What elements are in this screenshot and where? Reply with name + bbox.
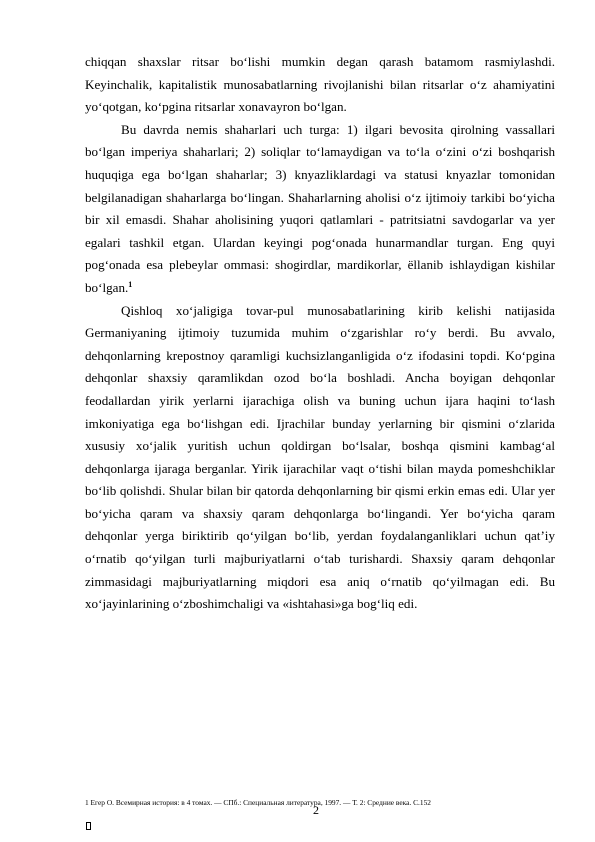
paragraph-2-text: Bu davrda nemis shaharlari uch turga: 1) ilgari bevosita qirolning vassallari bo‘lgan imperiya shaharlari; 2) soliqlar to‘lamaydigan va to‘la o‘zini o‘zi boshqarish huquqiga ega bo‘lgan shaharlar; 3) knyazliklardagi va statusi knyazlar tomonidan belgilanadigan shaharlarga bo‘lingan. Shaharlarning aholisi o‘z ijtimoiy tarkibi bo‘yicha bir xil emasdi. Shahar aholisining yuqori qatlamlari - patritsiatni savdogarlar va yer egalari tashkil etgan. Ulardan keyingi pog‘onada hunarmandlar turgan. Eng quyi pog‘onada esa plebeylar ommasi: shogirdlar, mardikorlar, ёllanib ishlaydigan kishilar bo‘lgan. (85, 121, 555, 295)
body-text (85, 51, 555, 616)
footnote-reference[interactable]: 1 (128, 279, 133, 289)
footnote: 1 Егер О. Всемирная история: в 4 томах. — СПб.: Специальная литература, 1997. — Т. 2: Средние века. С.152 (85, 798, 431, 807)
placeholder-box-icon (86, 822, 91, 830)
paragraph-3: Qishloq xo‘jaligiga tovar-pul munosabatlarining kirib kelishi natijasida Germaniyaning ijtimoiy tuzumida muhim o‘zgarishlar ro‘y berdi. Bu avvalo, dehqonlarning krepostnoy qaramligi kuchsizlanganligida o‘z ifodasini topdi. Ko‘pgina dehqonlar shaxsiy qaramlikdan ozod bo‘la boshladi. Ancha boyigan dehqonlar feodallardan yirik yerlarni ijarachiga olish va buning uchun ijara haqini to‘lash imkoniyatiga ega bo‘lishgan edi. Ijrachilar bunday yerlarning bir qismini o‘zlarida xususiy xo‘jalik yuritish uchun qoldirgan bo‘lsalar, boshqa qismini kambag‘al dehqonlarga ijaraga berganlar. Yirik ijarachilar vaqt o‘tishi bilan mayda pomeshchiklar bo‘lib qolishdi. Shular bilan bir qatorda dehqonlarning bir qismi erkin emas edi. Ular yer bo‘yicha qaram va shaxsiy qaram dehqonlarga bo‘lingandi. Yer bo‘yicha qaram dehqonlar yerga biriktirib qo‘yilgan bo‘lib, yerdan foydalanganliklari uchun qat’iy o‘rnatib qo‘yilgan turli majburiyatlarni o‘tab turishardi. Shaxsiy qaram dehqonlar zimmasidagi majburiyatlarning miqdori esa aniq o‘rnatib qo‘yilmagan edi. Bu xo‘jayinlarining o‘zboshimchaligi va «ishtahasi»ga bog‘liq edi. (85, 302, 555, 612)
paragraph-1: chiqqan shaxslar ritsar bo‘lishi mumkin degan qarash batamom rasmiylashdi. Keyinchalik, kapitalistik munosabatlarning rivojlanishi bilan ritsarlar o‘z ahamiyatini yo‘qotgan, ko‘pgina ritsarlar xonavayron bo‘lgan. (85, 54, 555, 115)
page-number: 2 (313, 803, 319, 817)
paragraph-2 (85, 119, 555, 300)
